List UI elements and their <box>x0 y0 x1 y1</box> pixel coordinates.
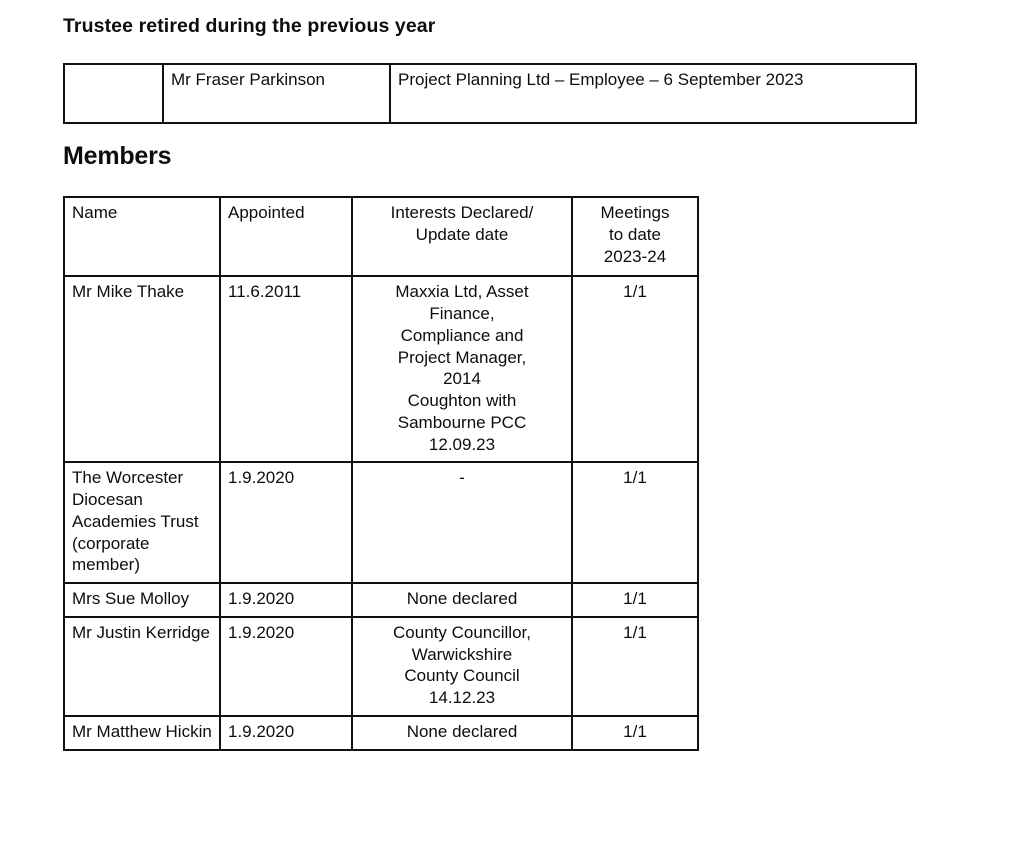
interests-line: Maxxia Ltd, Asset <box>395 282 529 302</box>
member-meetings-cell: 1/1 <box>572 462 698 583</box>
column-header-name: Name <box>64 197 220 276</box>
member-interests-cell <box>352 276 572 462</box>
member-appointed-cell: 1.9.2020 <box>220 462 352 583</box>
member-name-cell: Mr Justin Kerridge <box>64 617 220 716</box>
member-interests-cell <box>352 617 572 716</box>
member-meetings-cell: 1/1 <box>572 583 698 617</box>
member-appointed-cell: 1.9.2020 <box>220 716 352 750</box>
table-row <box>64 462 698 583</box>
member-interests-cell: None declared <box>352 583 572 617</box>
interests-header-line-2: Update date <box>415 224 509 244</box>
interests-line: County Council <box>404 666 520 686</box>
member-name-cell: Mr Matthew Hickin <box>64 716 220 750</box>
interests-line: County Councillor, <box>393 622 531 642</box>
interests-line: 14.12.23 <box>428 688 496 707</box>
column-header-appointed: Appointed <box>220 197 352 276</box>
table-row <box>64 276 698 462</box>
member-name-cell: The Worcester Diocesan Academies Trust (corporate member) <box>64 462 220 583</box>
member-meetings-cell: 1/1 <box>572 276 698 462</box>
table-row <box>64 583 698 617</box>
member-name-cell: Mr Mike Thake <box>64 276 220 462</box>
member-name-cell: Mrs Sue Molloy <box>64 583 220 617</box>
interests-line: Warwickshire <box>411 644 513 664</box>
interests-line: Finance, <box>429 304 495 323</box>
meetings-header-line-3: 2023-24 <box>603 246 667 266</box>
column-header-interests <box>352 197 572 276</box>
retired-declaration-cell: Project Planning Ltd – Employee – 6 September 2023 <box>390 64 916 123</box>
interests-line: Coughton with <box>407 391 517 410</box>
interests-line: Compliance and <box>400 325 524 345</box>
meetings-header-line-1: Meetings <box>600 203 670 222</box>
retired-trustee-table <box>63 63 917 124</box>
retired-person-cell: Mr Fraser Parkinson <box>163 64 390 123</box>
member-interests-cell: - <box>352 462 572 583</box>
interests-header-line-1: Interests Declared/ <box>390 203 534 222</box>
member-appointed-cell: 1.9.2020 <box>220 617 352 716</box>
interests-line: 12.09.23 <box>428 434 496 454</box>
column-header-meetings <box>572 197 698 276</box>
member-interests-cell: None declared <box>352 716 572 750</box>
retired-blank-cell <box>64 64 163 123</box>
interests-line: 2014 <box>443 369 481 389</box>
members-table-body <box>64 276 698 749</box>
interests-line: Sambourne PCC <box>397 412 527 432</box>
member-meetings-cell: 1/1 <box>572 617 698 716</box>
table-row <box>64 716 698 750</box>
table-row <box>64 617 698 716</box>
meetings-header-line-2: to date <box>609 224 661 244</box>
interests-line: Project Manager, <box>397 347 527 367</box>
table-row <box>64 64 916 123</box>
page-title: Trustee retired during the previous year <box>63 15 436 37</box>
members-table <box>63 196 699 751</box>
members-heading: Members <box>63 142 172 170</box>
member-appointed-cell: 11.6.2011 <box>220 276 352 462</box>
members-table-header-row <box>64 197 698 276</box>
member-appointed-cell: 1.9.2020 <box>220 583 352 617</box>
member-meetings-cell: 1/1 <box>572 716 698 750</box>
